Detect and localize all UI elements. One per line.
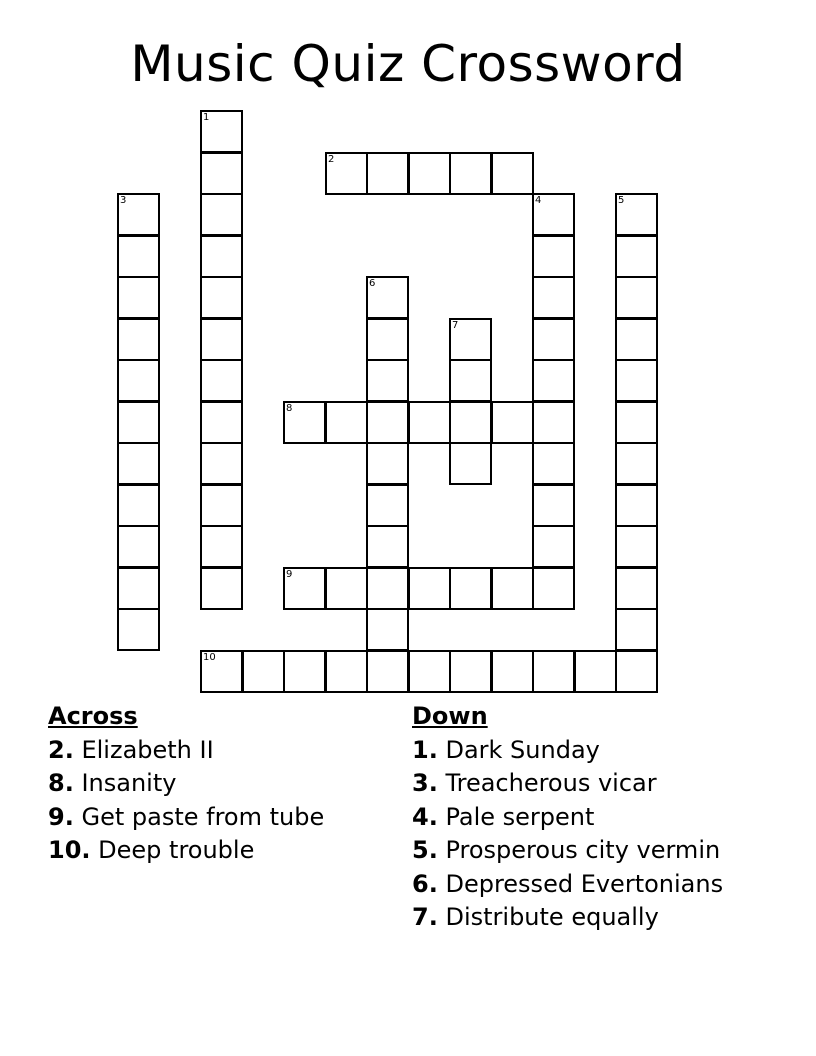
clue-number: 2. (48, 735, 74, 764)
grid-cell[interactable] (615, 567, 658, 610)
grid-cell[interactable] (283, 650, 326, 693)
grid-cell[interactable] (408, 401, 451, 444)
grid-cell[interactable] (200, 401, 243, 444)
grid-cell[interactable] (532, 276, 575, 319)
grid-cell[interactable] (200, 567, 243, 610)
grid-cell[interactable] (615, 650, 658, 693)
grid-cell[interactable] (200, 359, 243, 402)
grid-cell[interactable] (200, 110, 243, 153)
grid-cell[interactable] (449, 318, 492, 361)
clue-number: 7. (412, 903, 438, 931)
grid-cell[interactable] (200, 650, 243, 693)
grid-cell[interactable] (117, 193, 160, 236)
grid-cell[interactable] (200, 484, 243, 527)
grid-cell[interactable] (325, 401, 368, 444)
clue-number: 4. (412, 802, 438, 831)
grid-cell[interactable] (532, 318, 575, 361)
clue-down-5 (412, 834, 723, 868)
grid-cell[interactable] (200, 193, 243, 236)
clue-down-1 (412, 734, 723, 768)
grid-cell[interactable] (200, 442, 243, 485)
grid-cell[interactable] (200, 235, 243, 278)
clue-text: Insanity (81, 769, 177, 797)
grid-cell[interactable] (117, 525, 160, 568)
clue-number-label: 7 (452, 320, 459, 331)
across-clues (48, 700, 324, 868)
grid-cell[interactable] (117, 442, 160, 485)
clue-down-3 (412, 767, 723, 801)
grid-cell[interactable] (117, 276, 160, 319)
grid-cell[interactable] (325, 650, 368, 693)
grid-cell[interactable] (117, 608, 160, 651)
grid-cell[interactable] (325, 567, 368, 610)
grid-cell[interactable] (366, 152, 409, 195)
across-heading: Across (48, 702, 138, 730)
clue-across-9 (48, 801, 324, 835)
grid-cell[interactable] (532, 235, 575, 278)
grid-cell[interactable] (200, 318, 243, 361)
clue-number: 8. (48, 769, 74, 797)
grid-cell[interactable] (200, 152, 243, 195)
clue-down-4 (412, 801, 723, 835)
grid-cell[interactable] (532, 484, 575, 527)
clue-text: Pale serpent (445, 802, 595, 831)
down-clues (412, 700, 723, 935)
grid-cell[interactable] (117, 401, 160, 444)
grid-cell[interactable] (532, 650, 575, 693)
grid-cell[interactable] (117, 359, 160, 402)
grid-cell[interactable] (449, 567, 492, 610)
clue-number-label: 2 (328, 154, 335, 165)
clue-number: 3. (412, 769, 438, 797)
grid-cell[interactable] (117, 318, 160, 361)
grid-cell[interactable] (200, 525, 243, 568)
grid-cell[interactable] (325, 152, 368, 195)
grid-cell[interactable] (615, 525, 658, 568)
down-heading: Down (412, 702, 488, 730)
grid-cell[interactable] (615, 193, 658, 236)
grid-cell[interactable] (408, 567, 451, 610)
grid-cell[interactable] (449, 401, 492, 444)
grid-cell[interactable] (117, 484, 160, 527)
clue-number-label: 4 (535, 195, 542, 206)
clue-down-6 (412, 868, 723, 902)
grid-cell[interactable] (283, 567, 326, 610)
grid-cell[interactable] (117, 567, 160, 610)
grid-cell[interactable] (491, 152, 534, 195)
grid-cell[interactable] (491, 401, 534, 444)
clue-number-label: 5 (618, 195, 625, 206)
clue-text: Depressed Evertonians (445, 869, 724, 898)
grid-cell[interactable] (449, 152, 492, 195)
clue-number: 10. (48, 836, 91, 864)
grid-cell[interactable] (366, 442, 409, 485)
grid-cell[interactable] (449, 442, 492, 485)
clue-number-label: 3 (120, 195, 127, 206)
grid-cell[interactable] (242, 650, 285, 693)
grid-cell[interactable] (532, 442, 575, 485)
clue-text: Prosperous city vermin (445, 836, 721, 864)
grid-cell[interactable] (615, 608, 658, 651)
clue-text: Dark Sunday (445, 735, 600, 764)
clue-text: Deep trouble (98, 836, 255, 864)
grid-cell[interactable] (283, 401, 326, 444)
puzzle-title: Music Quiz Crossword (130, 35, 686, 93)
grid-cell[interactable] (615, 401, 658, 444)
grid-cell[interactable] (574, 650, 617, 693)
clue-across-2 (48, 734, 324, 768)
grid-cell[interactable] (491, 567, 534, 610)
grid-cell[interactable] (117, 235, 160, 278)
clue-number: 5. (412, 836, 438, 864)
clue-number: 1. (412, 735, 438, 764)
grid-cell[interactable] (366, 276, 409, 319)
clue-number-label: 10 (203, 652, 216, 663)
grid-cell[interactable] (366, 401, 409, 444)
grid-cell[interactable] (366, 650, 409, 693)
clue-across-10 (48, 834, 324, 868)
clue-number: 9. (48, 802, 74, 831)
clue-text: Treacherous vicar (445, 769, 657, 797)
grid-cell[interactable] (532, 401, 575, 444)
grid-cell[interactable] (449, 359, 492, 402)
grid-cell[interactable] (366, 359, 409, 402)
grid-cell[interactable] (532, 359, 575, 402)
grid-cell[interactable] (532, 567, 575, 610)
clue-number-label: 6 (369, 278, 376, 289)
grid-cell[interactable] (615, 318, 658, 361)
grid-cell[interactable] (366, 484, 409, 527)
grid-cell[interactable] (491, 650, 534, 693)
grid-cell[interactable] (615, 276, 658, 319)
grid-cell[interactable] (615, 442, 658, 485)
grid-cell[interactable] (449, 650, 492, 693)
grid-cell[interactable] (532, 193, 575, 236)
grid-cell[interactable] (408, 152, 451, 195)
grid-cell[interactable] (615, 484, 658, 527)
clue-text: Get paste from tube (81, 802, 325, 831)
clue-text: Distribute equally (445, 903, 659, 931)
clue-down-7 (412, 901, 723, 935)
clue-number: 6. (412, 869, 438, 898)
clue-text: Elizabeth II (81, 735, 214, 764)
grid-cell[interactable] (532, 525, 575, 568)
clue-number-label: 8 (286, 403, 293, 414)
grid-cell[interactable] (615, 359, 658, 402)
grid-cell[interactable] (200, 276, 243, 319)
grid-cell[interactable] (366, 567, 409, 610)
clue-across-8 (48, 767, 324, 801)
grid-cell[interactable] (615, 235, 658, 278)
grid-cell[interactable] (366, 318, 409, 361)
grid-cell[interactable] (366, 525, 409, 568)
grid-cell[interactable] (366, 608, 409, 651)
grid-cell[interactable] (408, 650, 451, 693)
clue-number-label: 9 (286, 569, 293, 580)
clue-number-label: 1 (203, 112, 210, 123)
